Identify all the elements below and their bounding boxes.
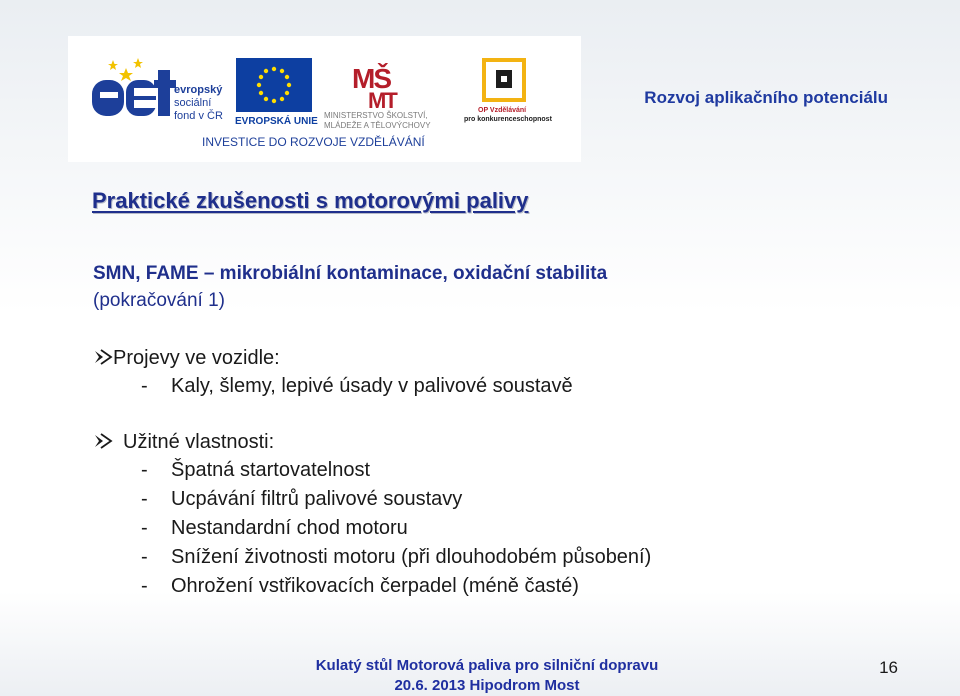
svg-text:pro konkurenceschopnost: pro konkurenceschopnost (464, 116, 552, 123)
eu-flag-logo (235, 58, 318, 127)
svg-text:MŠ: MŠ (352, 63, 390, 94)
dash-bullet: - (141, 459, 148, 481)
section-heading (53, 428, 651, 456)
op-logo (464, 60, 553, 123)
list-item-text: Ohrožení vstřikovacích čerpadel (méně časté) (171, 575, 579, 597)
dash-bullet: - (141, 575, 148, 597)
svg-text:MINISTERSTVO ŠKOLSTVÍ,: MINISTERSTVO ŠKOLSTVÍ, (324, 111, 428, 120)
list-item-text: Nestandardní chod motoru (171, 517, 408, 539)
footer-event (292, 656, 682, 696)
subtitle-continuation: (pokračování 1) (93, 290, 226, 311)
slide-title: Praktické zkušenosti s motorovými palivy (92, 188, 529, 213)
dash-bullet: - (141, 488, 148, 510)
esf-logo (92, 58, 223, 122)
arrow-bullet-icon (93, 432, 113, 450)
logo-graphics (68, 36, 581, 162)
subtitle-main: SMN, FAME – mikrobiální kontaminace, oxidační stabilita (93, 263, 608, 284)
list-item (93, 572, 651, 601)
svg-text:MLÁDEŽE A TĚLOVÝCHOVY: MLÁDEŽE A TĚLOVÝCHOVY (324, 121, 431, 130)
header-title: Rozvoj aplikačního potenciálu (644, 88, 888, 107)
svg-text:fond v ČR: fond v ČR (174, 110, 223, 122)
footer-line-2: 20.6. 2013 Hipodrom Most (394, 677, 580, 694)
list-item (93, 514, 651, 543)
svg-text:MT: MT (368, 88, 396, 113)
eu-text: EVROPSKÁ UNIE (235, 116, 318, 127)
dash-bullet: - (141, 375, 148, 397)
section-heading-text: Projevy ve vozidle: (113, 347, 280, 369)
dash-bullet: - (141, 546, 148, 568)
footer-line-1: Kulatý stůl Motorová paliva pro silniční dopravu (315, 657, 659, 674)
list-item (93, 372, 573, 401)
list-item-text: Snížení životnosti motoru (při dlouhodobém působení) (171, 546, 652, 568)
logo-tagline: INVESTICE DO ROZVOJE VZDĚLÁVÁNÍ (202, 135, 425, 149)
esf-text: evropský (174, 84, 223, 96)
logo-banner (68, 36, 581, 162)
list-item-text: Špatná startovatelnost (171, 459, 371, 481)
list-item (93, 543, 651, 572)
section-properties (93, 428, 651, 601)
msmt-logo (324, 62, 431, 130)
slide-subtitle (93, 260, 607, 314)
dash-bullet: - (141, 517, 148, 539)
arrow-bullet-icon (93, 348, 113, 366)
section-heading-text: Užitné vlastnosti: (123, 431, 275, 453)
list-item (93, 485, 651, 514)
section-symptoms (93, 344, 573, 401)
list-item (93, 456, 651, 485)
list-item-text: Kaly, šlemy, lepivé úsady v palivové soustavě (171, 375, 573, 397)
section-heading (93, 344, 573, 372)
svg-text:OP Vzdělávání: OP Vzdělávání (478, 107, 527, 114)
list-item-text: Ucpávání filtrů palivové soustavy (171, 488, 463, 510)
svg-text:sociální: sociální (174, 97, 212, 109)
page-number: 16 (879, 658, 898, 677)
